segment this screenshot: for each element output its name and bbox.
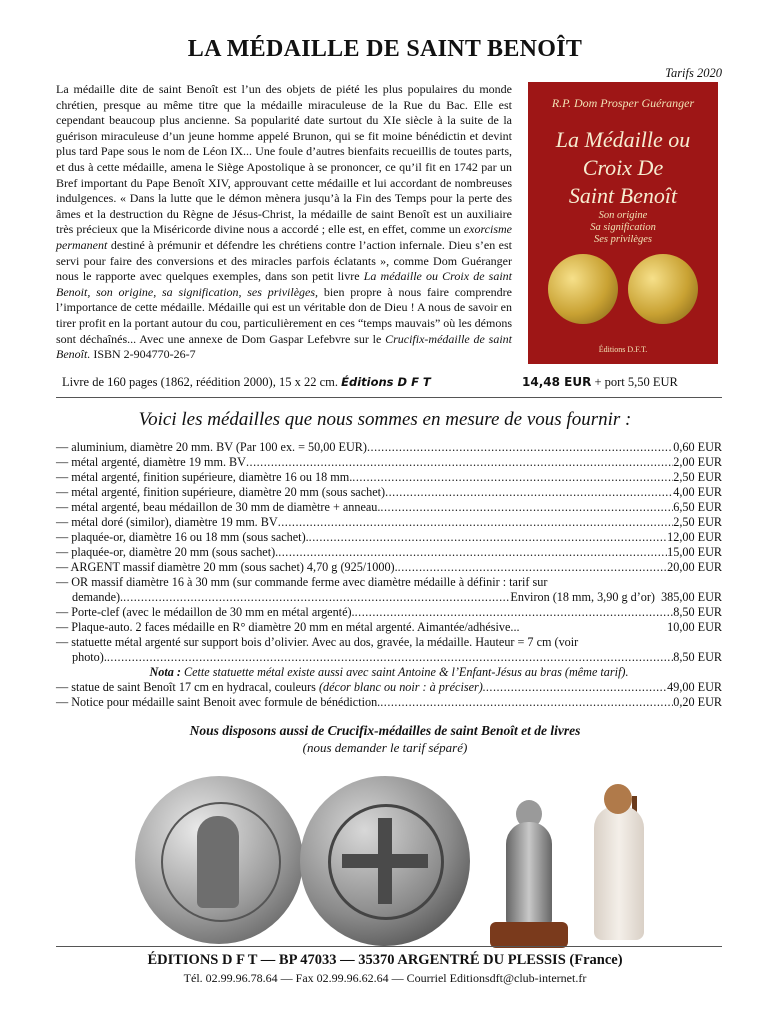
price-row-label: — statue de saint Benoît 17 cm en hydracal, couleurs (56, 680, 316, 694)
intro-i1: exorcisme permanent (56, 222, 512, 252)
cover-title-l3: Saint Benoît (568, 183, 678, 208)
price-row (56, 485, 722, 500)
tarifs-label: Tarifs 2020 (665, 66, 722, 80)
intro-p2: destiné à prémunir et défendre les chrétiens contre l’action infernale. Dieu s’en est servi pour faire des conversions et des miracles parfois éclatants », comme Dom Guéranger nous le rapporte avec quelques exemples, dans son petit livre (56, 237, 513, 284)
cover-medal-back (628, 254, 698, 324)
price-row-label: demande). (72, 590, 124, 604)
book-cover (528, 82, 718, 364)
page-title: LA MÉDAILLE DE SAINT BENOÎT (187, 36, 583, 62)
price-row (56, 605, 722, 620)
price-row-label: — métal argenté, beau médaillon de 30 mm de diamètre + anneau. (56, 500, 381, 514)
price-row-value: 8,50 EUR (673, 605, 722, 619)
book-publisher: Éditions D F T (341, 375, 431, 389)
cover-sub-l3: Ses privilèges (593, 234, 653, 245)
medal-front-image (135, 776, 303, 944)
dot-leader (380, 500, 673, 515)
cover-author: R.P. Dom Prosper Guéranger (551, 96, 695, 110)
price-row-label: — métal argenté, finition supérieure, diamètre 20 mm (sous sachet) (56, 485, 386, 499)
price-row-value: 20,00 EUR (667, 560, 722, 574)
price-row-value: 0,20 EUR (673, 695, 722, 709)
price-row-value: 8,50 EUR (673, 650, 722, 664)
metal-statuette-image (490, 800, 568, 950)
dot-leader (278, 545, 667, 560)
dot-leader (246, 455, 673, 470)
price-row-value: 4,00 EUR (673, 485, 722, 499)
price-row-label: — Notice pour médaille saint Benoit avec formule de bénédiction. (56, 695, 381, 709)
footer-contact: Tél. 02.99.96.78.64 — Fax 02.99.96.62.64 — Courriel Editionsdft@club-internet.fr (183, 971, 587, 985)
book-price (522, 375, 678, 390)
price-row (56, 440, 722, 455)
book-info (62, 375, 431, 390)
price-row (56, 530, 722, 545)
price-shipping: + port 5,50 EUR (594, 375, 678, 389)
price-row-value: 12,00 EUR (667, 530, 722, 544)
price-row-label: photo). (72, 650, 107, 664)
book-info-text: Livre de 160 pages (1862, réédition 2000), 15 x 22 cm. (62, 375, 338, 389)
price-row-label: — Porte-clef (avec le médaillon de 30 mm en métal argenté). (56, 605, 355, 619)
crucifix-note: Nous disposons aussi de Crucifix-médailles de saint Benoît et de livres (189, 723, 581, 738)
dot-leader (367, 440, 673, 455)
statuette-line1: — statuette métal argenté sur support bois d’olivier. Avec au dos, gravée, la médaille. Hauteur = 7 cm (voir (56, 635, 579, 649)
dot-leader (107, 650, 673, 665)
price-row (56, 545, 722, 560)
note-label: Nota : (149, 665, 181, 679)
price-row-value: 2,00 EUR (673, 455, 722, 469)
or-massif-line1: — OR massif diamètre 16 à 30 mm (sur commande ferme avec diamètre médaille à définir : tarif sur (56, 575, 548, 589)
price-row-label: — métal argenté, diamètre 19 mm. BV (56, 455, 246, 469)
section-heading: Voici les médailles que nous sommes en mesure de vous fournir : (138, 409, 632, 430)
price-row (56, 680, 722, 695)
dot-leader (309, 530, 667, 545)
price-row (56, 695, 722, 710)
dot-leader (486, 680, 667, 695)
price-row-value: 15,00 EUR (667, 545, 722, 559)
cover-title-l2: Croix De (582, 155, 664, 180)
price-amount: 14,48 EUR (522, 375, 592, 389)
price-row-value: 2,50 EUR (673, 470, 722, 484)
intro-i3: Crucifix-médaille de saint Benoît. (56, 331, 512, 362)
divider-top (56, 397, 722, 398)
price-row (56, 470, 722, 485)
cover-sub-l1: Son origine (598, 210, 648, 221)
statuette-note (56, 665, 722, 680)
cover-sub-l2: Sa signification (590, 222, 656, 233)
price-row (56, 500, 722, 515)
dot-leader (385, 485, 673, 500)
cover-medal-front (548, 254, 618, 324)
intro-text (56, 82, 512, 363)
price-row-value: 0,60 EUR (673, 440, 722, 454)
price-row (56, 620, 722, 635)
price-row-label: — Plaque-auto. 2 faces médaille en R° diamètre 20 mm en métal argenté. Aimantée/adhésive... (56, 620, 520, 634)
price-row (56, 455, 722, 470)
crucifix-note-sub: (nous demander le tarif séparé) (302, 740, 468, 755)
price-row-value: 385,00 EUR (661, 590, 722, 604)
price-row-label: — plaquée-or, diamètre 16 ou 18 mm (sous sachet). (56, 530, 309, 544)
medal-cross-horizontal (342, 854, 428, 868)
intro-p1: La médaille dite de saint Benoît est l’un des objets de piété les plus populaires du monde chrétien, presque au même titre que la médaille miraculeuse de la Rue du Bac. Elle est cependant beaucoup plus ancienne. Sa popularité date surtout du XIe siècle à la suite de la guérison miraculeuse d’un jeune homme appelé Brunon, qui se fit moine bénédictin et devint plus tard Pape sous le nom de Léon IX... Une foule d’autres bienfaits recueillis de toutes parts, et dus à cette médaille, amena le Siège Apostolique à se prononcer, ce qu’il fit en 1742 par un Bref important du Pape Benoît XIV, approuvant cette médaille et lui accordant de nombreuses indulgences. « Dans la lutte que le démon mènera jusqu’à la Fin des Temps pour la perte des âmes et la destruction du Règne de Jésus-Christ, la médaille de saint Benoît est un auxiliaire très précieux que la Miséricorde divine nous a accordé ; elle est, en effet, comme un (56, 82, 512, 237)
price-row-value: 10,00 EUR (667, 620, 722, 634)
cover-publisher: Éditions D.F.T. (598, 345, 648, 354)
cover-subtitle (528, 210, 718, 246)
statue-body (594, 806, 644, 940)
intro-p3: bien propre à nous faire comprendre l’importance de cette médaille. Médaille qui est un véritable don de Dieu ! A nous de savoir en tirer profit en la portant autour du cou, particulièrement en ces “temps mauvais” où les démons sont déchaînés... Avec une annexe de Dom Gaspar Lefebvre sur le (56, 284, 513, 346)
price-row-label: — aluminium, diamètre 20 mm. BV (Par 100 ex. = 50,00 EUR) (56, 440, 367, 454)
price-row-label: — ARGENT massif diamètre 20 mm (sous sachet) 4,70 g (925/1000). (56, 560, 398, 574)
cover-title-l1: La Médaille ou (555, 127, 691, 152)
cover-title (528, 126, 718, 210)
dot-leader (352, 470, 673, 485)
price-row-value: 6,50 EUR (673, 500, 722, 514)
hydracal-statue-image (584, 782, 654, 942)
medal-back-image (300, 776, 470, 946)
note-text: Cette statuette métal existe aussi avec saint Antoine & l’Enfant-Jésus au bras (même tarif). (183, 665, 629, 679)
intro-p4: ISBN 2-904770-26-7 (93, 347, 196, 362)
statuette-body (506, 822, 552, 926)
intro-i2: La médaille ou Croix de saint Benoit, son origine, sa signification, ses privilèges, (56, 269, 513, 299)
statuette-wood-base (490, 922, 568, 948)
price-row (56, 515, 722, 530)
price-row-label-italic: (décor blanc ou noir : à préciser). (318, 680, 486, 694)
price-row (56, 560, 722, 575)
price-row-label: — métal argenté, finition supérieure, diamètre 16 ou 18 mm. (56, 470, 353, 484)
dot-leader (380, 695, 673, 710)
price-row (56, 650, 722, 665)
price-row-label: — métal doré (similor), diamètre 19 mm. BV (56, 515, 278, 529)
divider-bottom (56, 946, 722, 947)
price-row-value: 49,00 EUR (667, 680, 722, 694)
saint-benoit-figure (197, 816, 239, 908)
price-list (56, 440, 722, 710)
dot-leader (355, 605, 674, 620)
price-row (56, 590, 722, 605)
dot-leader (123, 590, 510, 605)
price-row-label-extra: Environ (18 mm, 3,90 g d’or) (510, 590, 655, 604)
price-row-value: 2,50 EUR (673, 515, 722, 529)
statue-head (604, 784, 632, 814)
dot-leader (278, 515, 674, 530)
price-row-label: — plaquée-or, diamètre 20 mm (sous sachet). (56, 545, 279, 559)
dot-leader (398, 560, 668, 575)
footer-address: ÉDITIONS D F T — BP 47033 — 35370 ARGENTRÉ DU PLESSIS (France) (147, 952, 623, 968)
